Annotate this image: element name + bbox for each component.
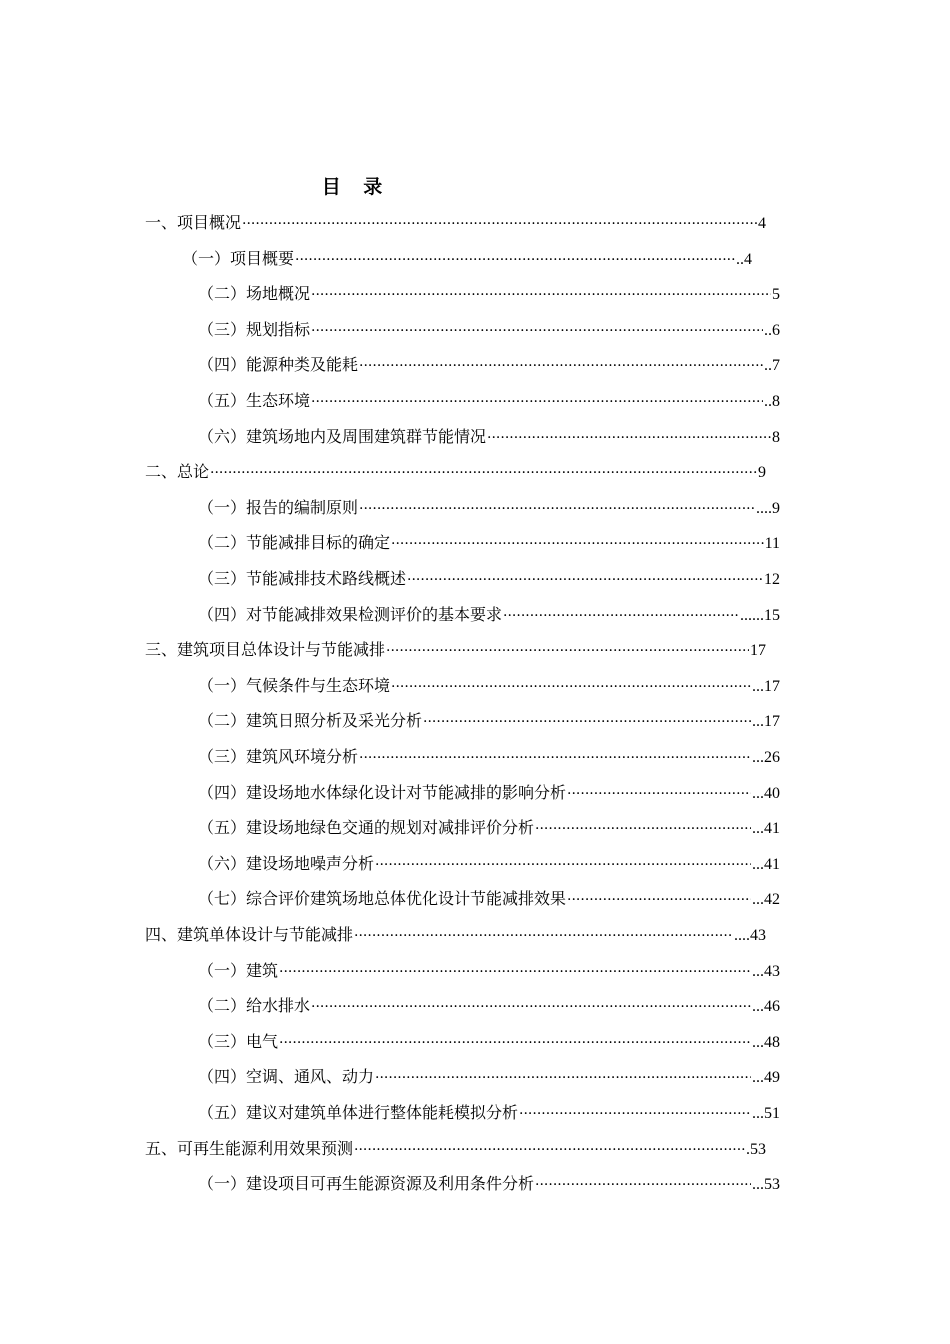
toc-entry-label: （四）空调、通风、动力 <box>198 1067 375 1087</box>
toc-entry-label: （六）建筑场地内及周围建筑群节能情况 <box>198 426 487 446</box>
toc-entry-label: （一）气候条件与生态环境 <box>198 675 391 695</box>
toc-dot-leader <box>535 811 751 847</box>
toc-dot-leader <box>386 633 749 669</box>
toc-entry-page: ...40 <box>752 784 780 802</box>
toc-entry-page: 4 <box>758 215 766 232</box>
toc-entry-page: ....43 <box>734 927 766 944</box>
toc-entry-page: ..6 <box>764 321 780 339</box>
toc-entry-label: 三、建筑项目总体设计与节能减排 <box>145 640 386 660</box>
toc-dot-leader <box>210 455 757 491</box>
toc-entry-page: 8 <box>772 428 780 446</box>
toc-entry[interactable] <box>198 988 780 1024</box>
toc-dot-leader <box>535 1167 751 1203</box>
toc-entry-label: 一、项目概况 <box>145 213 242 232</box>
toc-entry-page: ...43 <box>752 962 780 980</box>
toc-entry-label: （三）节能减排技术路线概述 <box>198 569 407 588</box>
toc-dot-leader <box>375 847 751 883</box>
toc-dot-leader <box>354 918 733 954</box>
toc-dot-leader <box>311 384 763 420</box>
toc-entry-page: 5 <box>772 286 780 304</box>
toc-entry-page: ...42 <box>752 891 780 909</box>
toc-dot-leader <box>391 669 751 705</box>
toc-title: 目 录 <box>321 176 391 198</box>
toc-dot-leader <box>279 954 751 990</box>
toc-entry-label: （四）建设场地水体绿化设计对节能减排的影响分析 <box>198 782 567 802</box>
toc-entry-label: （五）建议对建筑单体进行整体能耗模拟分析 <box>198 1103 519 1122</box>
toc-entry-label: （二）节能减排目标的确定 <box>198 533 391 553</box>
toc-entry-label: （二）给水排水 <box>198 996 311 1016</box>
toc-entry-page: ..8 <box>764 393 780 410</box>
toc-entry[interactable] <box>198 1059 780 1095</box>
toc-entry[interactable] <box>198 1024 780 1060</box>
toc-dot-leader <box>423 704 751 740</box>
toc-dot-leader <box>311 277 771 313</box>
toc-entry[interactable] <box>198 810 780 846</box>
toc-entry[interactable] <box>198 1095 780 1131</box>
toc-entry-label: （四）能源种类及能耗 <box>198 355 359 375</box>
toc-entry[interactable] <box>198 419 780 455</box>
toc-entry-page: ...48 <box>752 1033 780 1051</box>
toc-dot-leader <box>567 776 751 812</box>
toc-entry[interactable] <box>145 917 766 953</box>
toc-dot-leader <box>519 1096 751 1132</box>
toc-entry-label: （一）建筑 <box>198 960 279 980</box>
toc-entry-label: （六）建设场地噪声分析 <box>198 853 375 873</box>
toc-entry-page: ..7 <box>764 357 780 375</box>
toc-entry-page: ...41 <box>752 820 780 838</box>
toc-entry[interactable] <box>145 454 766 490</box>
toc-dot-leader <box>354 1132 745 1168</box>
toc-entry[interactable] <box>198 703 780 739</box>
toc-dot-leader <box>311 989 751 1025</box>
toc-entry-label: 五、可再生能源利用效果预测 <box>145 1138 354 1158</box>
toc-entry-page: .53 <box>746 1140 766 1158</box>
toc-entry[interactable] <box>198 739 780 775</box>
toc-entry[interactable] <box>198 312 780 348</box>
toc-entry[interactable] <box>198 881 780 917</box>
toc-entry-page: 9 <box>758 464 766 482</box>
toc-entry-label: （七）综合评价建筑场地总体优化设计节能减排效果 <box>198 889 567 909</box>
toc-entry-label: （二）场地概况 <box>198 284 311 304</box>
toc-entry[interactable] <box>198 525 780 561</box>
toc-entry-page: ...51 <box>752 1105 780 1122</box>
toc-entry-label: （五）建设场地绿色交通的规划对减排评价分析 <box>198 818 535 838</box>
toc-entry[interactable] <box>198 953 780 989</box>
toc-entry-label: （四）对节能减排效果检测评价的基本要求 <box>198 604 503 624</box>
toc-entry-label: （三）规划指标 <box>198 319 311 339</box>
toc-entry-label: （二）建筑日照分析及采光分析 <box>198 711 423 731</box>
toc-entry-label: （一）项目概要 <box>182 248 295 268</box>
toc-entry-page: 11 <box>764 535 780 553</box>
toc-entry[interactable] <box>198 490 780 526</box>
toc-entry-page: ...46 <box>752 998 780 1016</box>
toc-entry[interactable] <box>198 276 780 312</box>
toc-dot-leader <box>279 1025 751 1061</box>
toc-entry[interactable] <box>198 561 780 597</box>
toc-entry[interactable] <box>198 1166 780 1202</box>
toc-entry[interactable] <box>198 846 780 882</box>
toc-entry-page: 17 <box>750 642 766 660</box>
toc-entry-label: 二、总论 <box>145 462 210 482</box>
toc-dot-leader <box>359 348 763 384</box>
toc-entry-label: 四、建筑单体设计与节能减排 <box>145 925 354 944</box>
toc-dot-leader <box>242 206 757 242</box>
toc-dot-leader <box>567 882 751 918</box>
toc-entry[interactable] <box>145 1131 766 1167</box>
toc-entry-label: （三）电气 <box>198 1031 279 1051</box>
toc-entry[interactable] <box>145 632 766 668</box>
toc-entry-page: ......15 <box>740 606 780 624</box>
toc-entry-page: ..4 <box>736 250 752 268</box>
toc-entry[interactable] <box>182 241 752 277</box>
toc-entry-page: 12 <box>764 571 780 588</box>
toc-dot-leader <box>391 526 764 562</box>
toc-dot-leader <box>503 598 739 634</box>
toc-entry-page: ...17 <box>752 713 780 731</box>
toc-entry[interactable] <box>145 205 766 241</box>
toc-entry[interactable] <box>198 597 780 633</box>
toc-entry[interactable] <box>198 383 780 419</box>
toc-dot-leader <box>311 313 763 349</box>
toc-entry[interactable] <box>198 347 780 383</box>
toc-entry-label: （五）生态环境 <box>198 391 311 410</box>
toc-dot-leader <box>487 420 771 456</box>
toc-entry-page: ...26 <box>752 749 780 766</box>
toc-entry[interactable] <box>198 668 780 704</box>
toc-entry-label: （三）建筑风环境分析 <box>198 747 359 766</box>
toc-dot-leader <box>359 740 751 776</box>
toc-entry-page: ....9 <box>756 499 780 517</box>
toc-entry[interactable] <box>198 775 780 811</box>
toc-dot-leader <box>375 1060 751 1096</box>
toc-entry-label: （一）报告的编制原则 <box>198 497 359 517</box>
toc-dot-leader <box>359 491 755 527</box>
toc-dot-leader <box>407 562 763 598</box>
toc-entry-page: ...49 <box>752 1069 780 1087</box>
toc-entry-label: （一）建设项目可再生能源资源及利用条件分析 <box>198 1174 535 1194</box>
toc-entry-page: ...17 <box>752 677 780 695</box>
toc-entry-page: ...53 <box>752 1176 780 1194</box>
toc-dot-leader <box>295 242 735 278</box>
toc-entry-page: ...41 <box>752 855 780 873</box>
